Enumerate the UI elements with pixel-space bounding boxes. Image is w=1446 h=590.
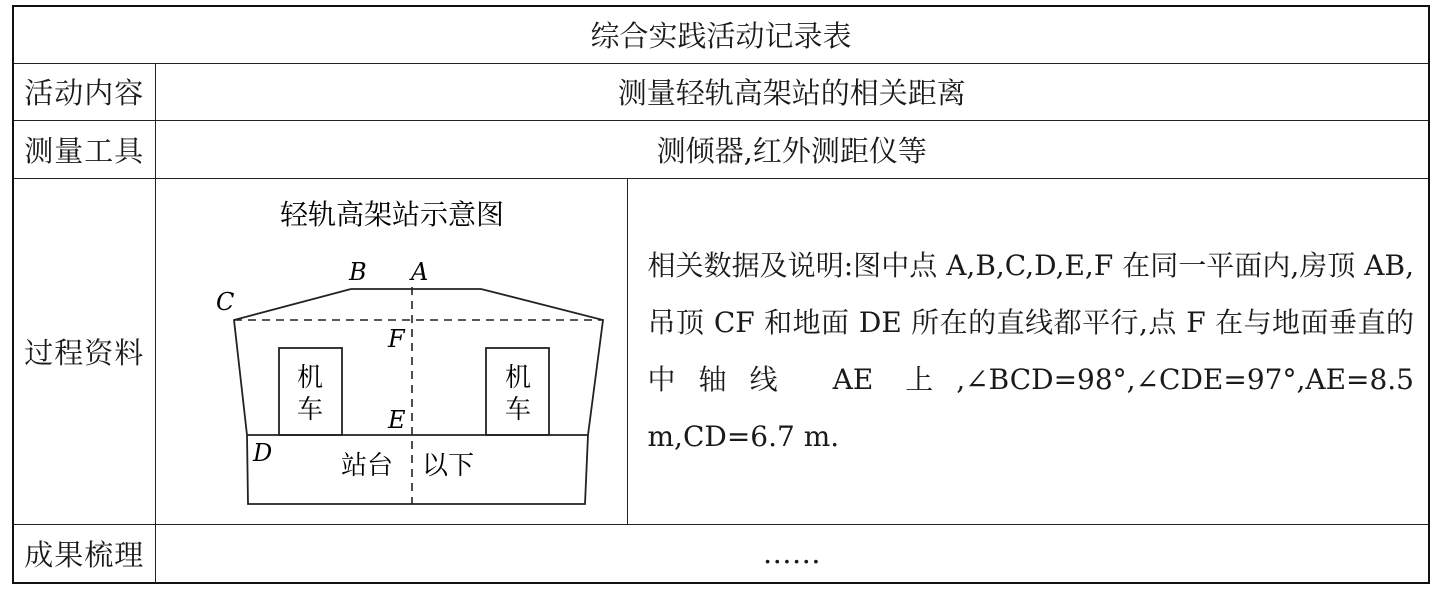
- result-value: ……: [155, 524, 1429, 583]
- diagram-cell: [155, 178, 627, 524]
- row-label-process: 过程资料: [13, 178, 155, 524]
- point-label-f: F: [387, 324, 405, 353]
- row-label-content: 活动内容: [13, 63, 155, 120]
- activity-record-table: [12, 5, 1430, 584]
- diagram-title: 轻轨高架站示意图: [279, 197, 504, 231]
- left-train-char-2: 车: [296, 394, 323, 425]
- right-train-char-2: 车: [504, 394, 531, 425]
- point-label-b: B: [348, 257, 367, 286]
- point-label-a: A: [410, 257, 428, 286]
- left-train-char-1: 机: [296, 362, 323, 393]
- platform-label: 站台: [340, 450, 393, 481]
- station-outline: [234, 289, 603, 504]
- right-train-char-1: 机: [504, 362, 531, 393]
- data-description: 相关数据及说明:图中点 A,B,C,D,E,F 在同一平面内,房顶 AB,吊顶 CF 和地面 DE 所在的直线都平行,点 F 在与地面垂直的中轴线 AE 上,∠BCD=98°,∠CDE=97°,AE=8.5 m,CD=6.7 m.: [647, 249, 1414, 453]
- below-label: 以下: [421, 450, 474, 481]
- table-title: 综合实践活动记录表: [13, 6, 1429, 63]
- measurement-tools-value: 测倾器,红外测距仪等: [155, 120, 1429, 178]
- point-label-c: C: [215, 287, 234, 316]
- point-label-d: D: [252, 438, 272, 467]
- row-label-result: 成果梳理: [13, 524, 155, 583]
- point-label-e: E: [387, 405, 406, 434]
- description-cell: [627, 178, 1429, 524]
- activity-content-value: 测量轻轨高架站的相关距离: [155, 63, 1429, 120]
- station-diagram: [156, 179, 626, 523]
- row-label-tools: 测量工具: [13, 120, 155, 178]
